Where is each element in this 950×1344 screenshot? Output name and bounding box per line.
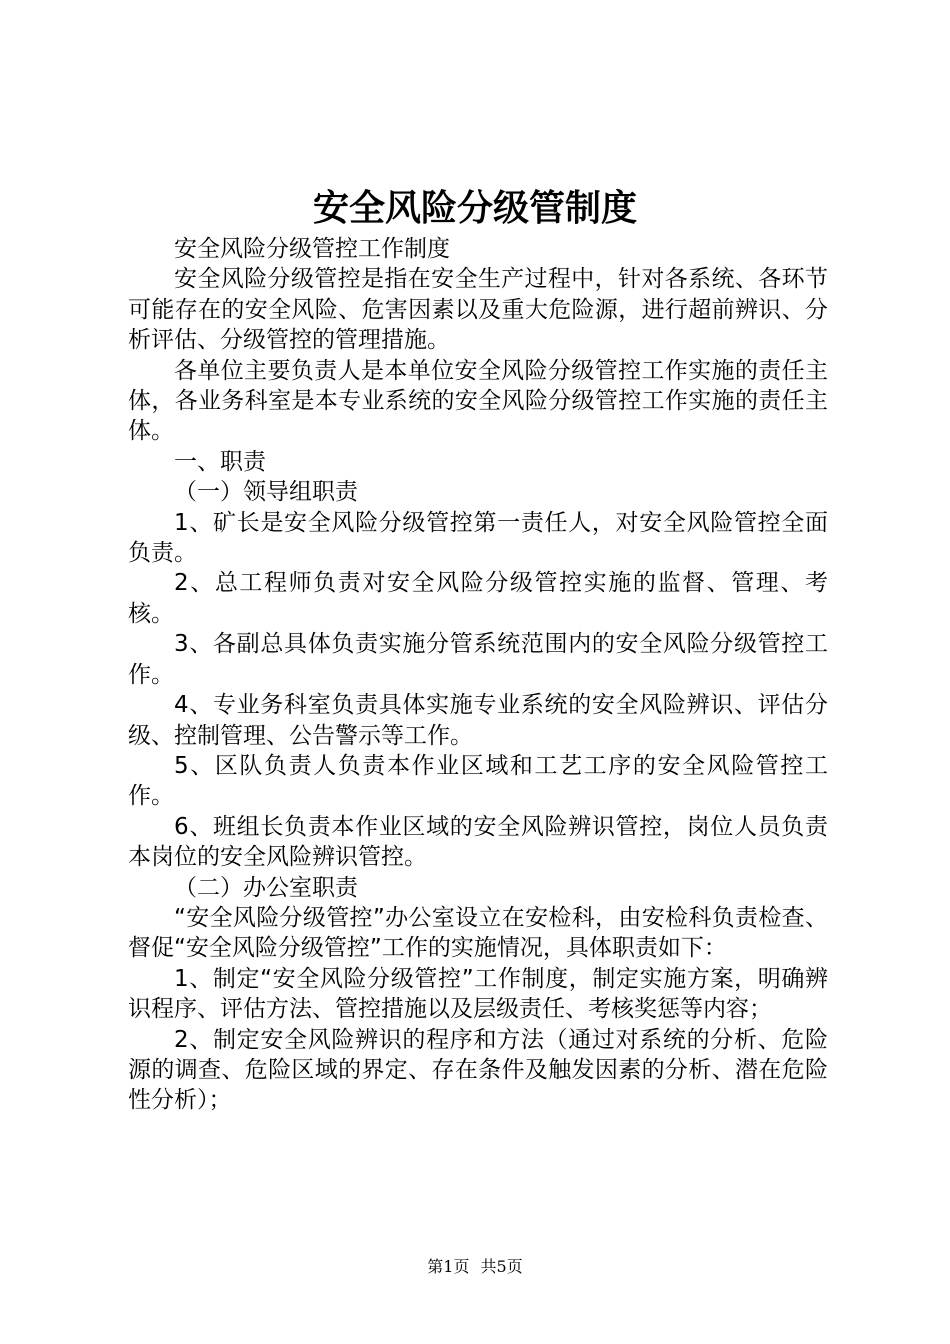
subsection-heading: （一）领导组职责 bbox=[174, 479, 358, 506]
paragraph: 6、班组长负责本作业区域的安全风险辨识管控，岗位人员负责本岗位的安全风险辨识管控。 bbox=[128, 813, 828, 871]
paragraph: 安全风险分级管控工作制度 bbox=[174, 236, 450, 262]
page-number-footer: 第1页 共5页 bbox=[427, 1257, 523, 1276]
paragraph: 5、区队负责人负责本作业区域和工艺工序的安全风险管控工作。 bbox=[128, 752, 828, 810]
paragraph: 各单位主要负责人是本单位安全风险分级管控工作实施的责任主体，各业务科室是本专业系统的安全风险分级管控工作实施的责任主体。 bbox=[128, 357, 828, 445]
document-body bbox=[128, 234, 828, 1116]
paragraph: 1、矿长是安全风险分级管控第一责任人，对安全风险管控全面负责。 bbox=[128, 509, 828, 567]
section-heading: 一、职责 bbox=[174, 448, 266, 475]
paragraph: 2、总工程师负责对安全风险分级管控实施的监督、管理、考核。 bbox=[128, 570, 828, 627]
paragraph: 3、各副总具体负责实施分管系统范围内的安全风险分级管控工作。 bbox=[128, 631, 828, 688]
paragraph: 安全风险分级管控是指在安全生产过程中，针对各系统、各环节可能存在的安全风险、危害因素以及重大危险源，进行超前辨识、分析评估、分级管控的管理措施。 bbox=[128, 266, 828, 354]
paragraph: 1、制定“安全风险分级管控”工作制度，制定实施方案，明确辨识程序、评估方法、管控措施以及层级责任、考核奖惩等内容； bbox=[128, 965, 828, 1023]
paragraph: “安全风险分级管控”办公室设立在安检科，由安检科负责检查、督促“安全风险分级管控”工作的实施情况，具体职责如下： bbox=[128, 904, 828, 962]
document-title: 安全风险分级管制度 bbox=[312, 187, 637, 229]
paragraph: 2、制定安全风险辨识的程序和方法（通过对系统的分析、危险源的调查、危险区域的界定、存在条件及触发因素的分析、潜在危险性分析）； bbox=[128, 1026, 828, 1114]
paragraph: 4、专业务科室负责具体实施专业系统的安全风险辨识、评估分级、控制管理、公告警示等工作。 bbox=[128, 692, 828, 749]
subsection-heading: （二）办公室职责 bbox=[174, 874, 358, 901]
